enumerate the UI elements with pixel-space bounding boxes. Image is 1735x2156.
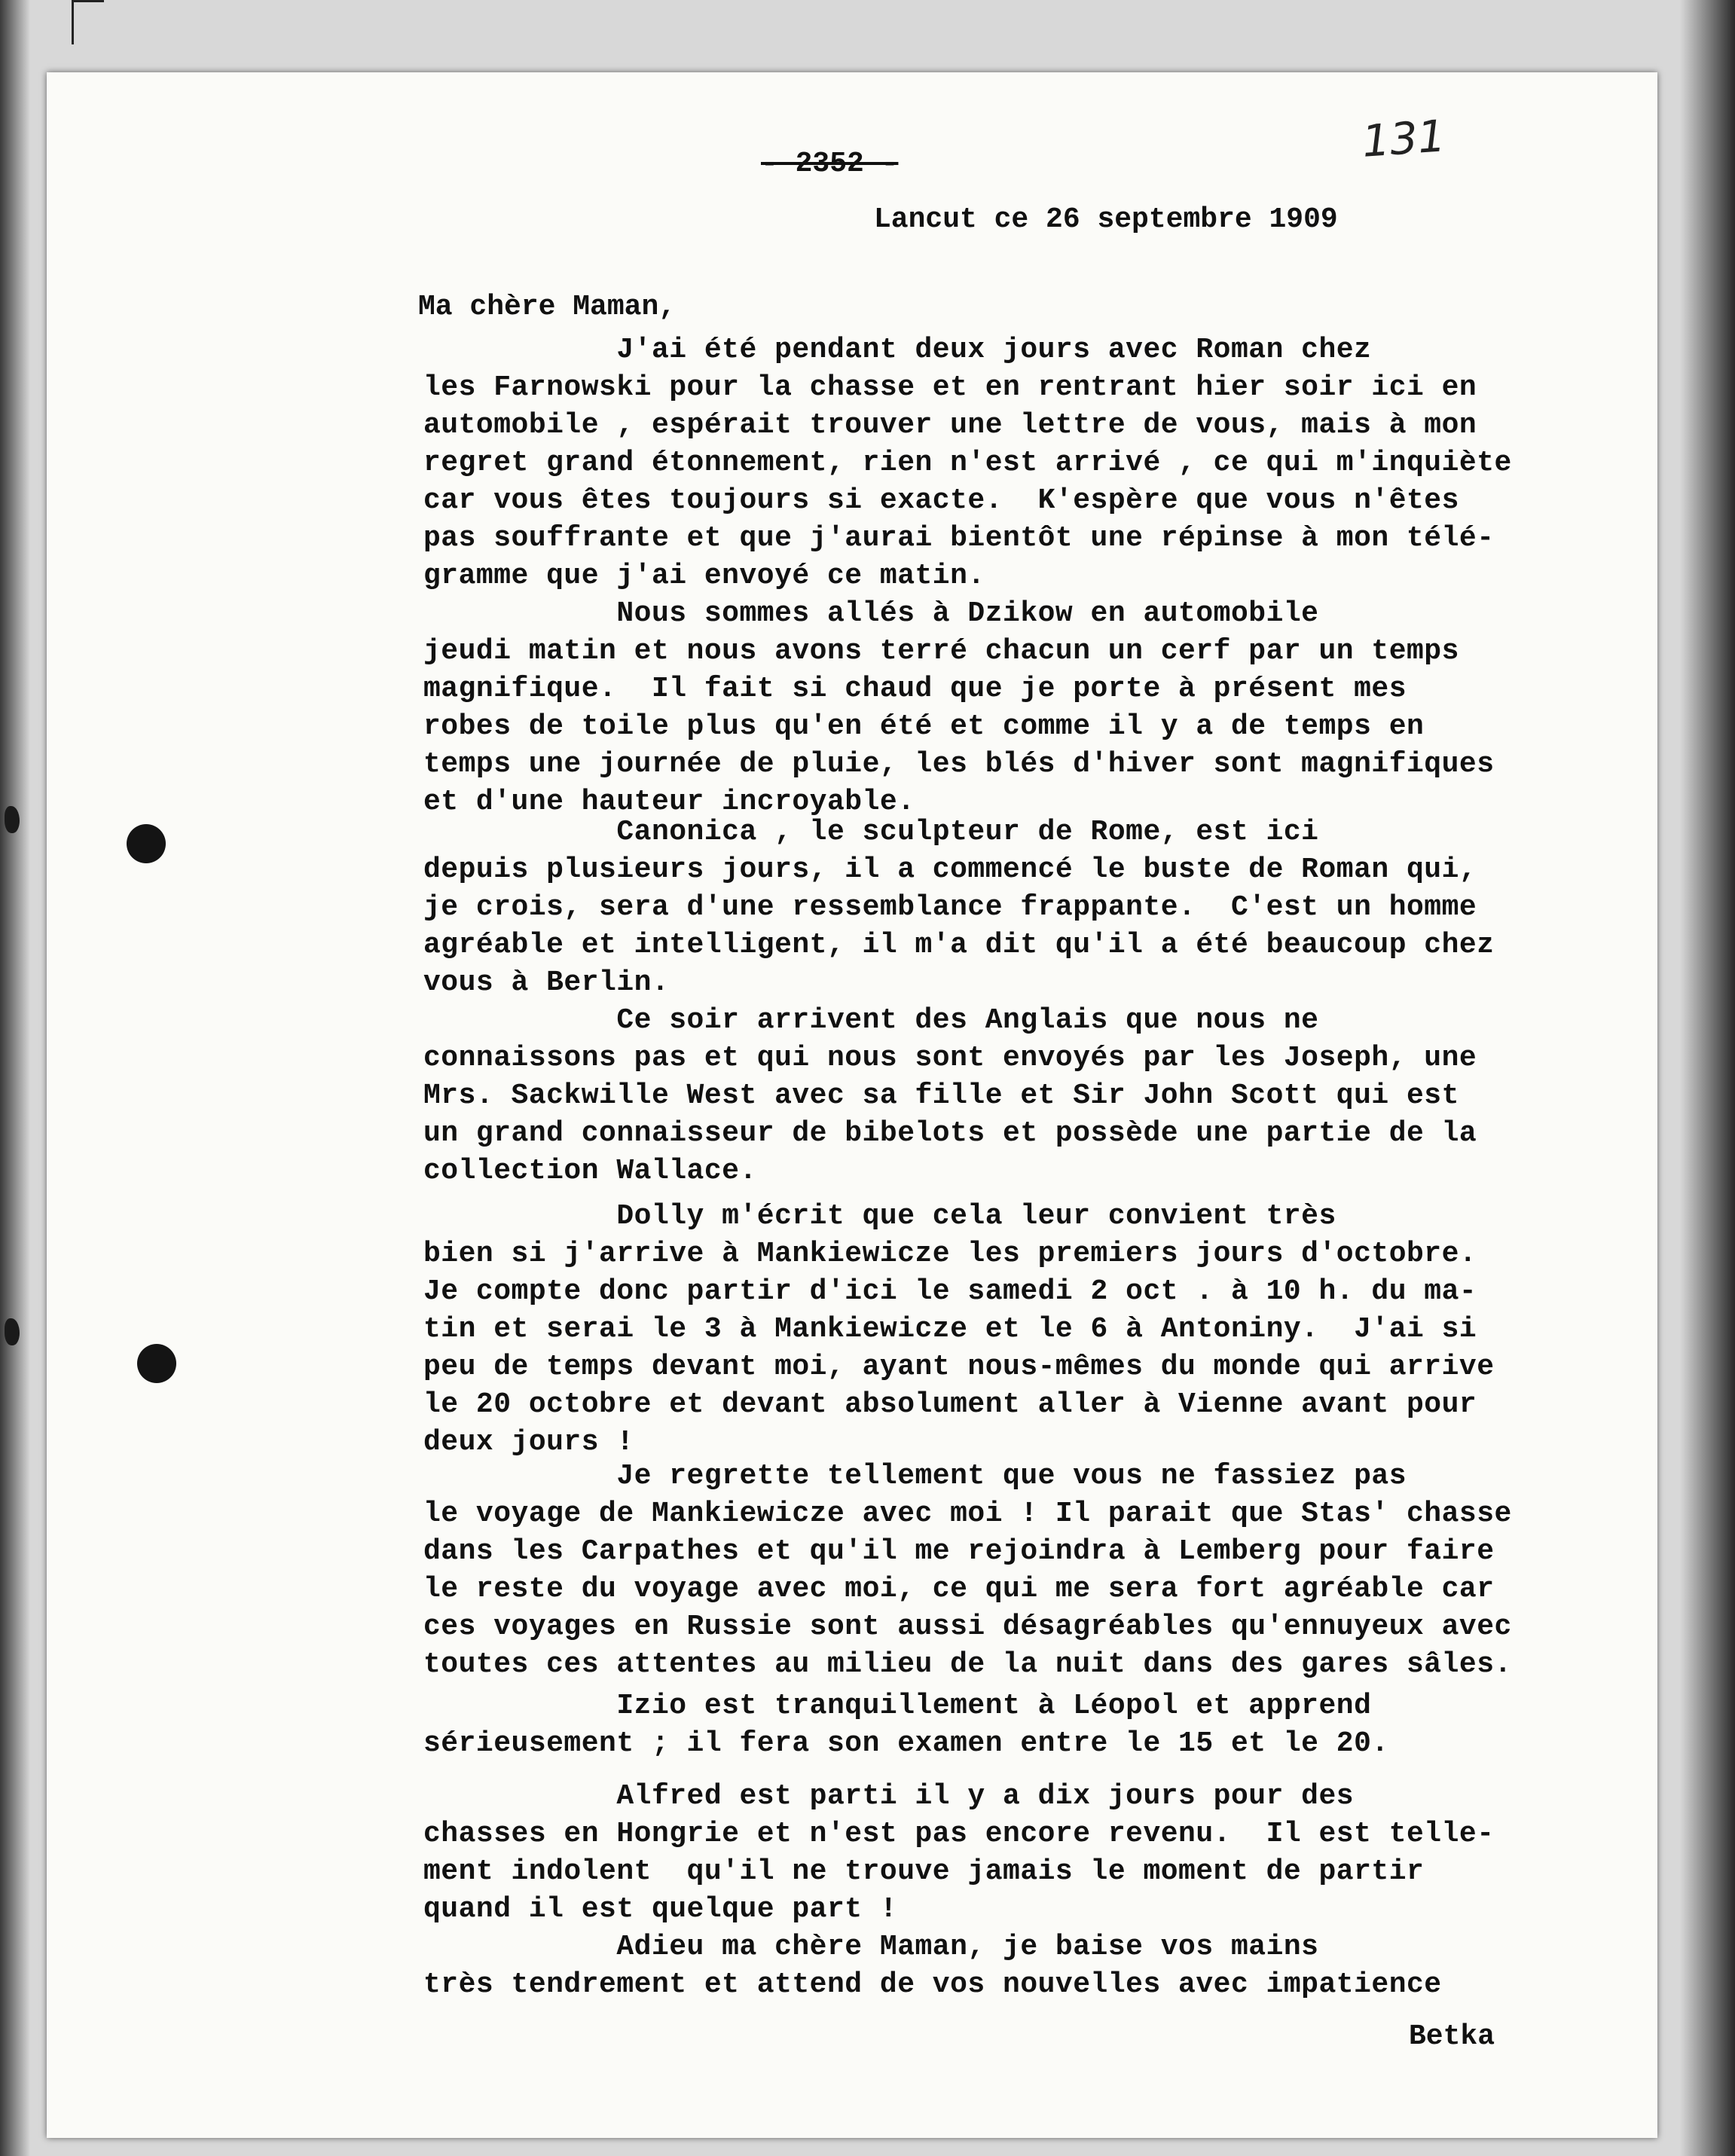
letter-line: un grand connaisseur de bibelots et possède une partie de la <box>423 1117 1477 1150</box>
letter-line: connaissons pas et qui nous sont envoyés par les Joseph, une <box>423 1042 1477 1074</box>
letter-line: les Farnowski pour la chasse et en rentrant hier soir ici en <box>423 371 1477 404</box>
letter-line: tin et serai le 3 à Mankiewicze et le 6 à Antoniny. J'ai si <box>423 1313 1477 1345</box>
letter-line: gramme que j'ai envoyé ce matin. <box>423 560 985 592</box>
letter-line: Dolly m'écrit que cela leur convient très <box>423 1200 1336 1232</box>
letter-line: collection Wallace. <box>423 1155 757 1187</box>
binder-mark-top <box>5 806 20 833</box>
letter-line: vous à Berlin. <box>423 967 670 999</box>
letter-line: automobile , espérait trouver une lettre de vous, mais à mon <box>423 409 1477 441</box>
letter-line: Ce soir arrivent des Anglais que nous ne <box>423 1004 1319 1037</box>
letter-line: jeudi matin et nous avons terré chacun un cerf par un temps <box>423 635 1459 667</box>
paragraph <box>423 814 1606 1002</box>
letter-line: agréable et intelligent, il m'a dit qu'il a été beaucoup chez <box>423 929 1495 961</box>
paragraph <box>423 1458 1606 1684</box>
paragraph <box>423 595 1606 821</box>
letter-line: Mrs. Sackwille West avec sa fille et Sir John Scott qui est <box>423 1080 1459 1112</box>
salutation: Ma chère Maman, <box>418 291 677 323</box>
letter-line: sérieusement ; il fera son examen entre le 15 et le 20. <box>423 1727 1389 1760</box>
letter-line: chasses en Hongrie et n'est pas encore revenu. Il est telle- <box>423 1818 1495 1850</box>
letter-line: et d'une hauteur incroyable. <box>423 786 915 818</box>
letter-line: Canonica , le sculpteur de Rome, est ici <box>423 816 1319 848</box>
page-number: 131 <box>1360 110 1447 167</box>
signature: Betka <box>1409 2020 1495 2053</box>
paragraph <box>423 1002 1606 1190</box>
punch-hole-bottom <box>137 1344 176 1383</box>
paragraph <box>423 1687 1606 1763</box>
letter-line: le voyage de Mankiewicze avec moi ! Il parait que Stas' chasse <box>423 1498 1512 1530</box>
binder-mark-bottom <box>5 1318 20 1345</box>
letter-line: ment indolent qu'il ne trouve jamais le moment de partir <box>423 1855 1425 1888</box>
letter-line: quand il est quelque part ! <box>423 1893 898 1925</box>
letter-line: je crois, sera d'une ressemblance frappante. C'est un homme <box>423 891 1477 924</box>
letter-line: J'ai été pendant deux jours avec Roman chez <box>423 334 1372 366</box>
letter-line: magnifique. Il fait si chaud que je porte à présent mes <box>423 673 1407 705</box>
letter-line: robes de toile plus qu'en été et comme il y a de temps en <box>423 710 1425 743</box>
letter-line: pas souffrante et que j'aurai bientôt une répinse à mon télé- <box>423 522 1495 554</box>
corner-mark <box>72 0 104 44</box>
letter-line: Je regrette tellement que vous ne fassiez pas <box>423 1460 1407 1492</box>
punch-hole-top <box>127 824 166 863</box>
paragraph <box>423 1778 1606 1928</box>
letter-line: temps une journée de pluie, les blés d'hiver sont magnifiques <box>423 748 1495 780</box>
letter-line: le reste du voyage avec moi, ce qui me sera fort agréable car <box>423 1573 1495 1605</box>
letter-line: Alfred est parti il y a dix jours pour des <box>423 1780 1355 1812</box>
letter-line: toutes ces attentes au milieu de la nuit dans des gares sâles. <box>423 1648 1512 1681</box>
letter-line: regret grand étonnement, rien n'est arrivé , ce qui m'inquiète <box>423 447 1512 479</box>
letter-line: Adieu ma chère Maman, je baise vos mains <box>423 1931 1319 1963</box>
letter-line: deux jours ! <box>423 1426 634 1458</box>
letter-line: dans les Carpathes et qu'il me rejoindra à Lemberg pour faire <box>423 1535 1495 1568</box>
dateline: Lancut ce 26 septembre 1909 <box>874 203 1338 236</box>
letter-line: le 20 octobre et devant absolument aller à Vienne avant pour <box>423 1388 1477 1421</box>
letter-line: Izio est tranquillement à Léopol et apprend <box>423 1690 1372 1722</box>
letter-line: peu de temps devant moi, ayant nous-mêmes du monde qui arrive <box>423 1351 1495 1383</box>
paragraph <box>423 331 1606 595</box>
letter-line: car vous êtes toujours si exacte. K'espère que vous n'êtes <box>423 484 1459 517</box>
letter-line: ces voyages en Russie sont aussi désagréables qu'ennuyeux avec <box>423 1611 1512 1643</box>
letter-line: Je compte donc partir d'ici le samedi 2 oct . à 10 h. du ma- <box>423 1275 1477 1308</box>
letter-line: bien si j'arrive à Mankiewicze les premiers jours d'octobre. <box>423 1238 1477 1270</box>
letter-line: très tendrement et attend de vos nouvelles avec impatience <box>423 1968 1442 2001</box>
letter-line: depuis plusieurs jours, il a commencé le buste de Roman qui, <box>423 854 1477 886</box>
paragraph <box>423 1928 1606 2004</box>
paragraph <box>423 1198 1606 1461</box>
letter-line: Nous sommes allés à Dzikow en automobile <box>423 597 1319 630</box>
archive-number-text: - 2352 - <box>761 148 899 180</box>
archive-number <box>761 148 898 180</box>
